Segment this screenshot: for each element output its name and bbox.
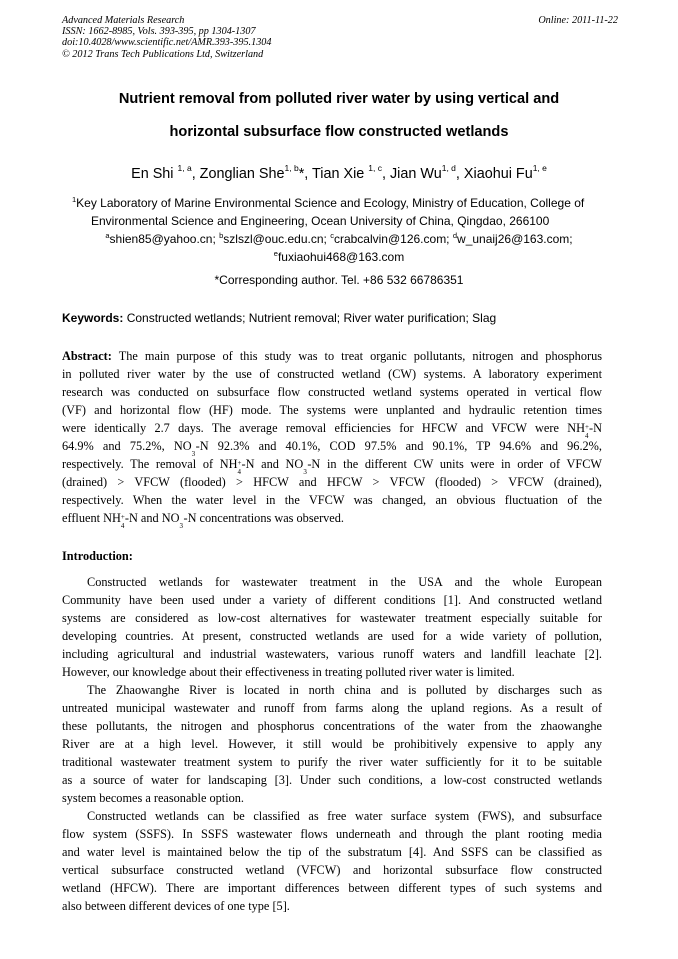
journal-header bbox=[62, 15, 618, 60]
email-sup: c bbox=[330, 231, 334, 240]
intro-line: wetland (HFCW). There are important differences between different types of such systems and bbox=[62, 881, 602, 895]
author-list bbox=[40, 163, 638, 182]
abstract-line bbox=[62, 349, 602, 364]
intro-line: flow system (SSFS). In SSFS wastewater flows underneath and through the plant rooting media bbox=[62, 827, 602, 841]
paper-title-line-1: Nutrient removal from polluted river water by using vertical and bbox=[118, 91, 560, 107]
email-b: szlszl@ouc.edu.cn; bbox=[223, 232, 331, 246]
abstract-text: were identically 2.7 days. The average removal efficiencies for HFCW and VFCW were NH bbox=[62, 421, 586, 435]
intro-line: systems are considered as low-cost alternatives for wastewater treatment especially suitable for bbox=[62, 611, 602, 625]
superscript: + bbox=[120, 513, 125, 521]
affiliation-text: Key Laboratory of Marine Environmental Science and Ecology, Ministry of Education, College of bbox=[76, 196, 585, 210]
email-line-1 bbox=[40, 232, 638, 246]
subscript: 3 bbox=[179, 522, 183, 530]
subscript: 4 bbox=[120, 522, 125, 530]
author-sup: 1, d bbox=[441, 163, 456, 173]
subscript: 4 bbox=[585, 432, 589, 440]
intro-line: However, our knowledge about their effectiveness in treating polluted river water is limited. bbox=[62, 665, 515, 679]
journal-name: Advanced Materials Research bbox=[62, 15, 185, 26]
author-sup: 1, a bbox=[177, 163, 192, 173]
intro-line: The Zhaowanghe River is located in north china and is polluted by discharges such as bbox=[87, 683, 602, 697]
email-e: fuxiaohui468@163.com bbox=[277, 250, 405, 264]
author-jian-wu: , Jian Wu bbox=[381, 166, 442, 182]
author-sup: 1, b bbox=[284, 163, 299, 173]
abstract-text: 64.9% and 75.2%, NO bbox=[62, 439, 192, 453]
abstract-text: effluent NH bbox=[62, 511, 121, 525]
copyright-line: © 2012 Trans Tech Publications Ltd, Switzerland bbox=[62, 48, 264, 60]
abstract-line bbox=[62, 457, 602, 476]
intro-line: including agricultural and industrial wastewaters, various runoff waters and landfill leachate [2]. bbox=[62, 647, 602, 661]
doi-line: doi:10.4028/www.scientific.net/AMR.393-395.1304 bbox=[62, 37, 272, 49]
abstract-label: Abstract: bbox=[62, 349, 112, 363]
subscript: 3 bbox=[303, 468, 307, 476]
superscript: + bbox=[237, 459, 242, 467]
intro-line: system becomes a reasonable option. bbox=[62, 791, 245, 805]
intro-line: Constructed wetlands for wastewater treatment in the USA and the whole European bbox=[87, 575, 602, 589]
abstract-text: -N and NO bbox=[241, 457, 304, 471]
abstract-text: respectively. The removal of NH bbox=[62, 457, 238, 471]
abstract-line bbox=[62, 421, 602, 440]
email-c: crabcalvin@126.com; bbox=[333, 232, 453, 246]
keywords bbox=[62, 311, 496, 325]
abstract-line bbox=[62, 511, 602, 530]
email-d: w_unaij26@163.com; bbox=[457, 232, 573, 246]
keywords-label: Keywords: bbox=[62, 311, 124, 325]
intro-line: as a source of water for landscaping [3]. Under such conditions, a low-cost constructed wetlands bbox=[62, 773, 602, 787]
abstract-text: The main purpose of this study was to treat organic pollutants, nitrogen and phosphorus bbox=[111, 349, 602, 363]
keywords-text: Constructed wetlands; Nutrient removal; River water purification; Slag bbox=[123, 311, 497, 325]
abstract-line: research was conducted on subsurface flow constructed wetland systems operated in vertical flow bbox=[62, 385, 602, 399]
abstract-line: (VF) and horizontal flow (HF) mode. The systems were unplanted and hydraulic retention times bbox=[62, 403, 602, 417]
abstract-line: (drained) > VFCW (flooded) > HFCW and HFCW > VFCW (flooded) > VFCW (drained), bbox=[62, 475, 602, 489]
author-sup: 1, e bbox=[532, 163, 547, 173]
subscript: 3 bbox=[191, 450, 196, 458]
abstract-line: respectively. When the water level in the VFCW was changed, an obvious fluctuation of the bbox=[62, 493, 602, 507]
abstract-line: in polluted river water by the use of constructed wetland (CW) systems. A laboratory experiment bbox=[62, 367, 602, 381]
abstract-text: -N 92.3% and 40.1%, COD 97.5% and 90.1%, TP 94.6% and 96.2%, bbox=[195, 439, 602, 453]
intro-line: also between different devices of one type [5]. bbox=[62, 899, 290, 913]
subscript: 4 bbox=[237, 468, 241, 476]
email-a: shien85@yahoo.cn; bbox=[109, 232, 220, 246]
intro-line: vertical subsurface constructed wetland (VFCW) and horizontal subsurface flow constructed bbox=[62, 863, 602, 877]
email-sup: b bbox=[219, 231, 224, 240]
author-xiaohui-fu: , Xiaohui Fu bbox=[455, 166, 533, 182]
superscript: + bbox=[585, 423, 589, 431]
corresponding-author: *Corresponding author. Tel. +86 532 66786351 bbox=[214, 273, 464, 287]
intro-line: untreated municipal wastewater and runoff from farms along the upland regions. As a result of bbox=[62, 701, 602, 715]
introduction-heading: Introduction: bbox=[62, 549, 133, 563]
affiliation-sup: 1 bbox=[72, 195, 77, 204]
affiliation-line-1 bbox=[72, 196, 584, 210]
abstract-text: -N in the different CW units were in order of VFCW bbox=[307, 457, 602, 471]
email-sup: a bbox=[105, 231, 110, 240]
intro-line: and water level is maintained below the tip of the substratum [4]. And SSFS can be classified as bbox=[62, 845, 602, 859]
paper-title-line-2: horizontal subsurface flow constructed wetlands bbox=[169, 124, 509, 140]
author-en-shi: En Shi bbox=[131, 166, 178, 182]
issn-line: ISSN: 1662-8985, Vols. 393-395, pp 1304-1307 bbox=[62, 26, 256, 38]
intro-line: developing countries. At present, constructed wetlands are used for a wide variety of pollution, bbox=[62, 629, 602, 643]
intro-line: these pollutants, the nitrogen and phosphorus concentrations of the water from the zhaowanghe bbox=[62, 719, 602, 733]
email-line-2 bbox=[40, 250, 638, 264]
email-sup: e bbox=[273, 249, 278, 258]
intro-line: Community have been used under a variety of different conditions [1]. And constructed wetland bbox=[62, 593, 602, 607]
intro-line: Constructed wetlands can be classified as free water surface system (FWS), and subsurface bbox=[87, 809, 602, 823]
author-zonglian-she: , Zonglian She bbox=[191, 166, 285, 182]
author-tian-xie: *, Tian Xie bbox=[298, 166, 369, 182]
email-sup: d bbox=[452, 231, 458, 240]
intro-line: traditional wastewater treatment system to purify the river water sufficiently for it to be suitable bbox=[62, 755, 602, 769]
abstract-text: -N bbox=[589, 421, 602, 435]
abstract-line bbox=[62, 439, 602, 458]
abstract-text: -N concentrations was observed. bbox=[183, 511, 344, 525]
author-sup: 1, c bbox=[368, 163, 382, 173]
abstract-text: -N and NO bbox=[124, 511, 180, 525]
online-date: Online: 2011-11-22 bbox=[538, 15, 618, 26]
intro-line: River are at a high level. However, it still would be prohibitively expensive to apply any bbox=[62, 737, 602, 751]
affiliation-line-2: Environmental Science and Engineering, Ocean University of China, Qingdao, 266100 bbox=[91, 214, 550, 228]
